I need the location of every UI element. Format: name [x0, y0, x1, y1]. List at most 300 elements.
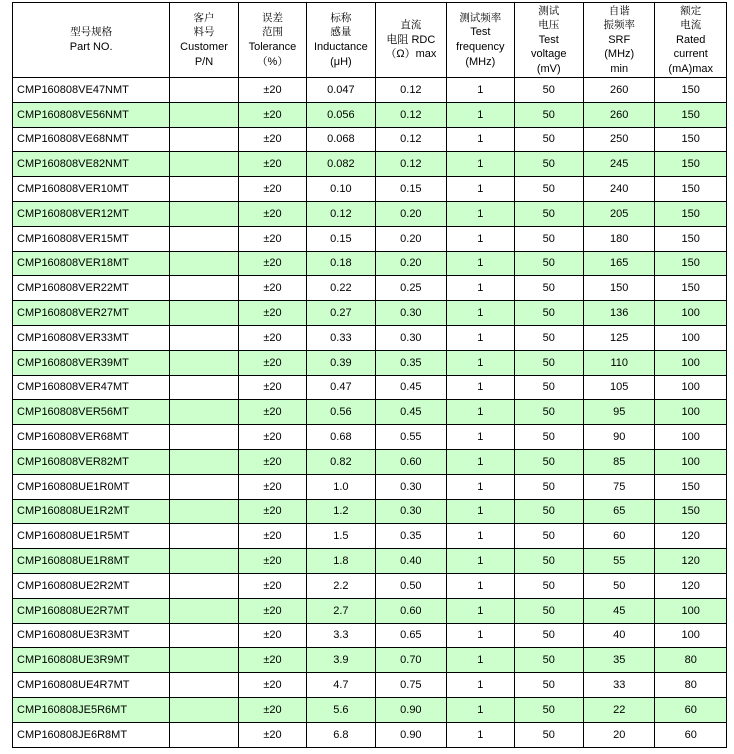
test-voltage-cell: 50: [514, 549, 583, 574]
part-no-cell: CMP160808UE1R8MT: [13, 549, 170, 574]
inductance-cell: 0.33: [307, 325, 375, 350]
srf-cell: 110: [583, 350, 655, 375]
tolerance-cell: ±20: [238, 226, 306, 251]
tolerance-cell: ±20: [238, 375, 306, 400]
inductance-cell: 0.18: [307, 251, 375, 276]
srf-cell: 180: [583, 226, 655, 251]
customer-pn-cell: [170, 697, 238, 722]
header-rated-current-unit: (mA)max: [668, 62, 714, 75]
tolerance-cell: ±20: [238, 549, 306, 574]
customer-pn-cell: [170, 648, 238, 673]
header-srf-cn-2: 振频率: [603, 19, 635, 32]
rdc-cell: 0.60: [375, 449, 447, 474]
part-no-cell: CMP160808VE56NMT: [13, 102, 170, 127]
inductance-cell: 0.56: [307, 400, 375, 425]
table-row: [13, 623, 727, 648]
rated-current-cell: 150: [655, 276, 727, 301]
test-frequency-cell: 1: [447, 573, 514, 598]
test-frequency-cell: 1: [447, 201, 514, 226]
test-frequency-cell: 1: [447, 226, 514, 251]
test-frequency-cell: 1: [447, 449, 514, 474]
test-frequency-cell: 1: [447, 648, 514, 673]
header-rdc-unit: （Ω）max: [385, 48, 437, 61]
tolerance-cell: ±20: [238, 474, 306, 499]
customer-pn-cell: [170, 350, 238, 375]
srf-cell: 40: [583, 623, 655, 648]
table-row: [13, 524, 727, 549]
test-frequency-cell: 1: [447, 474, 514, 499]
table-row: [13, 573, 727, 598]
inductance-cell: 0.27: [307, 301, 375, 326]
table-row: [13, 697, 727, 722]
inductor-spec-table: [12, 2, 727, 748]
header-test-frequency: [447, 3, 514, 78]
rdc-cell: 0.35: [375, 524, 447, 549]
rdc-cell: 0.30: [375, 325, 447, 350]
customer-pn-cell: [170, 78, 238, 103]
rdc-cell: 0.20: [375, 226, 447, 251]
part-no-cell: CMP160808VE82NMT: [13, 152, 170, 177]
header-part-no-en: Part NO.: [69, 41, 113, 53]
rdc-cell: 0.50: [375, 573, 447, 598]
table-row: [13, 375, 727, 400]
rated-current-cell: 100: [655, 623, 727, 648]
customer-pn-cell: [170, 152, 238, 177]
srf-cell: 35: [583, 648, 655, 673]
part-no-cell: CMP160808UE1R0MT: [13, 474, 170, 499]
table-row: [13, 350, 727, 375]
test-frequency-cell: 1: [447, 549, 514, 574]
srf-cell: 260: [583, 78, 655, 103]
test-frequency-cell: 1: [447, 177, 514, 202]
srf-cell: 55: [583, 549, 655, 574]
tolerance-cell: ±20: [238, 449, 306, 474]
header-customer-en-1: Customer: [180, 41, 228, 53]
customer-pn-cell: [170, 524, 238, 549]
part-no-cell: CMP160808UE1R2MT: [13, 499, 170, 524]
customer-pn-cell: [170, 102, 238, 127]
test-frequency-cell: 1: [447, 251, 514, 276]
inductance-cell: 0.39: [307, 350, 375, 375]
part-no-cell: CMP160808JE5R6MT: [13, 697, 170, 722]
test-voltage-cell: 50: [514, 350, 583, 375]
test-frequency-cell: 1: [447, 102, 514, 127]
test-voltage-cell: 50: [514, 152, 583, 177]
tolerance-cell: ±20: [238, 152, 306, 177]
test-frequency-cell: 1: [447, 623, 514, 648]
inductance-cell: 0.15: [307, 226, 375, 251]
tolerance-cell: ±20: [238, 78, 306, 103]
table-row: [13, 127, 727, 152]
part-no-cell: CMP160808VER68MT: [13, 425, 170, 450]
header-customer-cn-1: 客户: [193, 11, 215, 24]
header-test-frequency-en-2: frequency: [456, 41, 505, 53]
table-row: [13, 325, 727, 350]
srf-cell: 22: [583, 697, 655, 722]
customer-pn-cell: [170, 325, 238, 350]
header-test-frequency-unit: (MHz): [465, 55, 496, 68]
header-test-voltage-en-1: Test: [538, 33, 559, 46]
inductance-cell: 2.7: [307, 598, 375, 623]
srf-cell: 85: [583, 449, 655, 474]
customer-pn-cell: [170, 499, 238, 524]
part-no-cell: CMP160808UE3R9MT: [13, 648, 170, 673]
tolerance-cell: ±20: [238, 524, 306, 549]
inductance-cell: 0.47: [307, 375, 375, 400]
test-voltage-cell: 50: [514, 102, 583, 127]
test-voltage-cell: 50: [514, 722, 583, 747]
test-voltage-cell: 50: [514, 598, 583, 623]
rdc-cell: 0.90: [375, 722, 447, 747]
tolerance-cell: ±20: [238, 573, 306, 598]
test-frequency-cell: 1: [447, 425, 514, 450]
table-row: [13, 425, 727, 450]
customer-pn-cell: [170, 598, 238, 623]
tolerance-cell: ±20: [238, 598, 306, 623]
test-voltage-cell: 50: [514, 78, 583, 103]
header-part-no-cn: 型号规格: [70, 26, 113, 39]
rated-current-cell: 120: [655, 524, 727, 549]
test-frequency-cell: 1: [447, 127, 514, 152]
table-row: [13, 102, 727, 127]
customer-pn-cell: [170, 573, 238, 598]
header-tolerance-en: Tolerance: [248, 41, 297, 53]
test-frequency-cell: 1: [447, 350, 514, 375]
customer-pn-cell: [170, 226, 238, 251]
tolerance-cell: ±20: [238, 648, 306, 673]
test-frequency-cell: 1: [447, 499, 514, 524]
rdc-cell: 0.75: [375, 673, 447, 698]
srf-cell: 150: [583, 276, 655, 301]
part-no-cell: CMP160808VER47MT: [13, 375, 170, 400]
table-row: [13, 400, 727, 425]
srf-cell: 50: [583, 573, 655, 598]
rated-current-cell: 60: [655, 697, 727, 722]
rdc-cell: 0.12: [375, 102, 447, 127]
test-voltage-cell: 50: [514, 127, 583, 152]
rated-current-cell: 150: [655, 251, 727, 276]
rdc-cell: 0.15: [375, 177, 447, 202]
header-rdc-cn: 直流: [400, 19, 422, 32]
part-no-cell: CMP160808JE6R8MT: [13, 722, 170, 747]
part-no-cell: CMP160808VER27MT: [13, 301, 170, 326]
header-rated-current-cn-2: 电流: [680, 19, 702, 32]
customer-pn-cell: [170, 301, 238, 326]
srf-cell: 165: [583, 251, 655, 276]
table-row: [13, 598, 727, 623]
inductance-cell: 0.68: [307, 425, 375, 450]
tolerance-cell: ±20: [238, 127, 306, 152]
header-tolerance-cn-1: 误差: [261, 11, 283, 24]
header-tolerance-unit: （%）: [256, 55, 289, 68]
rated-current-cell: 150: [655, 177, 727, 202]
inductance-cell: 1.5: [307, 524, 375, 549]
srf-cell: 20: [583, 722, 655, 747]
header-srf-en: SRF: [608, 33, 631, 46]
part-no-cell: CMP160808VER10MT: [13, 177, 170, 202]
table-row: [13, 152, 727, 177]
header-inductance-cn-1: 标称: [330, 11, 352, 24]
test-voltage-cell: 50: [514, 623, 583, 648]
srf-cell: 240: [583, 177, 655, 202]
table-row: [13, 201, 727, 226]
test-voltage-cell: 50: [514, 697, 583, 722]
table-row: [13, 449, 727, 474]
header-tolerance-cn-2: 范围: [261, 26, 283, 39]
test-frequency-cell: 1: [447, 301, 514, 326]
rdc-cell: 0.45: [375, 400, 447, 425]
rated-current-cell: 120: [655, 549, 727, 574]
tolerance-cell: ±20: [238, 722, 306, 747]
rated-current-cell: 150: [655, 474, 727, 499]
customer-pn-cell: [170, 177, 238, 202]
rated-current-cell: 150: [655, 78, 727, 103]
test-voltage-cell: 50: [514, 251, 583, 276]
header-test-voltage-en-2: voltage: [531, 48, 567, 61]
rated-current-cell: 80: [655, 648, 727, 673]
srf-cell: 90: [583, 425, 655, 450]
part-no-cell: CMP160808VER56MT: [13, 400, 170, 425]
inductance-cell: 6.8: [307, 722, 375, 747]
table-row: [13, 673, 727, 698]
header-customer-pn: [170, 3, 238, 78]
inductance-cell: 5.6: [307, 697, 375, 722]
srf-cell: 95: [583, 400, 655, 425]
inductance-cell: 0.082: [307, 152, 375, 177]
rdc-cell: 0.30: [375, 301, 447, 326]
inductance-cell: 0.10: [307, 177, 375, 202]
rated-current-cell: 100: [655, 325, 727, 350]
customer-pn-cell: [170, 623, 238, 648]
rdc-cell: 0.20: [375, 201, 447, 226]
rdc-cell: 0.45: [375, 375, 447, 400]
customer-pn-cell: [170, 400, 238, 425]
part-no-cell: CMP160808UE4R7MT: [13, 673, 170, 698]
header-row: [13, 3, 727, 78]
test-voltage-cell: 50: [514, 400, 583, 425]
header-part-no: [13, 3, 170, 78]
customer-pn-cell: [170, 425, 238, 450]
test-voltage-cell: 50: [514, 177, 583, 202]
rated-current-cell: 100: [655, 350, 727, 375]
customer-pn-cell: [170, 474, 238, 499]
header-srf-cn-1: 自谐: [608, 4, 630, 17]
test-frequency-cell: 1: [447, 78, 514, 103]
tolerance-cell: ±20: [238, 400, 306, 425]
rdc-cell: 0.20: [375, 251, 447, 276]
rated-current-cell: 100: [655, 598, 727, 623]
rated-current-cell: 150: [655, 201, 727, 226]
header-rated-current-en-2: current: [673, 48, 708, 61]
rated-current-cell: 100: [655, 375, 727, 400]
srf-cell: 250: [583, 127, 655, 152]
rdc-cell: 0.35: [375, 350, 447, 375]
part-no-cell: CMP160808UE2R7MT: [13, 598, 170, 623]
customer-pn-cell: [170, 276, 238, 301]
header-customer-cn-2: 料号: [193, 26, 215, 39]
tolerance-cell: ±20: [238, 177, 306, 202]
rated-current-cell: 150: [655, 127, 727, 152]
srf-cell: 245: [583, 152, 655, 177]
rdc-cell: 0.55: [375, 425, 447, 450]
inductance-cell: 0.068: [307, 127, 375, 152]
table-row: [13, 226, 727, 251]
rdc-cell: 0.12: [375, 152, 447, 177]
inductance-cell: 1.0: [307, 474, 375, 499]
part-no-cell: CMP160808UE2R2MT: [13, 573, 170, 598]
table-row: [13, 251, 727, 276]
srf-cell: 65: [583, 499, 655, 524]
inductance-cell: 3.9: [307, 648, 375, 673]
header-srf: [583, 3, 655, 78]
customer-pn-cell: [170, 251, 238, 276]
rdc-cell: 0.40: [375, 549, 447, 574]
srf-cell: 105: [583, 375, 655, 400]
srf-cell: 33: [583, 673, 655, 698]
table-body: [13, 78, 727, 748]
header-test-voltage-cn-1: 测试: [538, 4, 560, 17]
rated-current-cell: 150: [655, 226, 727, 251]
inductance-cell: 3.3: [307, 623, 375, 648]
customer-pn-cell: [170, 201, 238, 226]
customer-pn-cell: [170, 722, 238, 747]
inductance-cell: 0.047: [307, 78, 375, 103]
header-tolerance: [238, 3, 306, 78]
customer-pn-cell: [170, 673, 238, 698]
tolerance-cell: ±20: [238, 499, 306, 524]
table-row: [13, 276, 727, 301]
header-inductance-unit: (μH): [330, 55, 352, 68]
test-frequency-cell: 1: [447, 524, 514, 549]
tolerance-cell: ±20: [238, 201, 306, 226]
part-no-cell: CMP160808VER15MT: [13, 226, 170, 251]
test-frequency-cell: 1: [447, 276, 514, 301]
tolerance-cell: ±20: [238, 251, 306, 276]
header-test-voltage-cn-2: 电压: [538, 19, 560, 32]
customer-pn-cell: [170, 375, 238, 400]
header-test-voltage-unit: (mV): [536, 62, 561, 75]
customer-pn-cell: [170, 549, 238, 574]
srf-cell: 125: [583, 325, 655, 350]
test-voltage-cell: 50: [514, 449, 583, 474]
table-row: [13, 549, 727, 574]
tolerance-cell: ±20: [238, 350, 306, 375]
header-srf-min: min: [610, 62, 629, 75]
srf-cell: 136: [583, 301, 655, 326]
header-rdc-en: 电阻 RDC: [386, 33, 436, 46]
customer-pn-cell: [170, 127, 238, 152]
inductance-cell: 2.2: [307, 573, 375, 598]
rated-current-cell: 100: [655, 425, 727, 450]
srf-cell: 45: [583, 598, 655, 623]
srf-cell: 75: [583, 474, 655, 499]
inductance-cell: 0.82: [307, 449, 375, 474]
table-row: [13, 474, 727, 499]
header-customer-en-2: P/N: [194, 55, 214, 68]
rated-current-cell: 150: [655, 152, 727, 177]
table-row: [13, 722, 727, 747]
inductance-cell: 4.7: [307, 673, 375, 698]
rated-current-cell: 120: [655, 573, 727, 598]
tolerance-cell: ±20: [238, 102, 306, 127]
table-row: [13, 78, 727, 103]
test-frequency-cell: 1: [447, 673, 514, 698]
tolerance-cell: ±20: [238, 325, 306, 350]
tolerance-cell: ±20: [238, 276, 306, 301]
test-voltage-cell: 50: [514, 375, 583, 400]
test-voltage-cell: 50: [514, 524, 583, 549]
test-frequency-cell: 1: [447, 722, 514, 747]
test-voltage-cell: 50: [514, 276, 583, 301]
rated-current-cell: 100: [655, 301, 727, 326]
header-inductance-cn-2: 感量: [330, 26, 352, 39]
srf-cell: 60: [583, 524, 655, 549]
header-test-frequency-cn: 测试频率: [459, 11, 502, 24]
test-frequency-cell: 1: [447, 375, 514, 400]
rdc-cell: 0.12: [375, 78, 447, 103]
header-test-frequency-en-1: Test: [470, 26, 491, 39]
table-row: [13, 301, 727, 326]
rated-current-cell: 150: [655, 499, 727, 524]
tolerance-cell: ±20: [238, 425, 306, 450]
table-row: [13, 177, 727, 202]
part-no-cell: CMP160808VE68NMT: [13, 127, 170, 152]
test-frequency-cell: 1: [447, 598, 514, 623]
table-row: [13, 499, 727, 524]
test-voltage-cell: 50: [514, 573, 583, 598]
rdc-cell: 0.90: [375, 697, 447, 722]
test-voltage-cell: 50: [514, 474, 583, 499]
test-voltage-cell: 50: [514, 673, 583, 698]
tolerance-cell: ±20: [238, 673, 306, 698]
part-no-cell: CMP160808VER18MT: [13, 251, 170, 276]
inductance-cell: 0.22: [307, 276, 375, 301]
header-inductance: [307, 3, 375, 78]
inductance-cell: 1.8: [307, 549, 375, 574]
test-voltage-cell: 50: [514, 301, 583, 326]
rdc-cell: 0.65: [375, 623, 447, 648]
part-no-cell: CMP160808VER33MT: [13, 325, 170, 350]
part-no-cell: CMP160808UE3R3MT: [13, 623, 170, 648]
header-rdc: [375, 3, 447, 78]
tolerance-cell: ±20: [238, 623, 306, 648]
rdc-cell: 0.30: [375, 499, 447, 524]
inductance-cell: 0.056: [307, 102, 375, 127]
header-srf-unit: (MHz): [604, 48, 635, 61]
part-no-cell: CMP160808VER39MT: [13, 350, 170, 375]
test-voltage-cell: 50: [514, 201, 583, 226]
part-no-cell: CMP160808VE47NMT: [13, 78, 170, 103]
table-row: [13, 648, 727, 673]
header-rated-current-cn-1: 额定: [680, 4, 702, 17]
header-inductance-en: Inductance: [313, 41, 368, 53]
header-test-voltage: [514, 3, 583, 78]
test-voltage-cell: 50: [514, 648, 583, 673]
tolerance-cell: ±20: [238, 301, 306, 326]
part-no-cell: CMP160808VER82MT: [13, 449, 170, 474]
test-voltage-cell: 50: [514, 425, 583, 450]
rdc-cell: 0.60: [375, 598, 447, 623]
test-voltage-cell: 50: [514, 226, 583, 251]
header-rated-current: [655, 3, 727, 78]
srf-cell: 260: [583, 102, 655, 127]
rdc-cell: 0.12: [375, 127, 447, 152]
rdc-cell: 0.25: [375, 276, 447, 301]
rated-current-cell: 80: [655, 673, 727, 698]
rated-current-cell: 60: [655, 722, 727, 747]
inductance-cell: 0.12: [307, 201, 375, 226]
part-no-cell: CMP160808UE1R5MT: [13, 524, 170, 549]
